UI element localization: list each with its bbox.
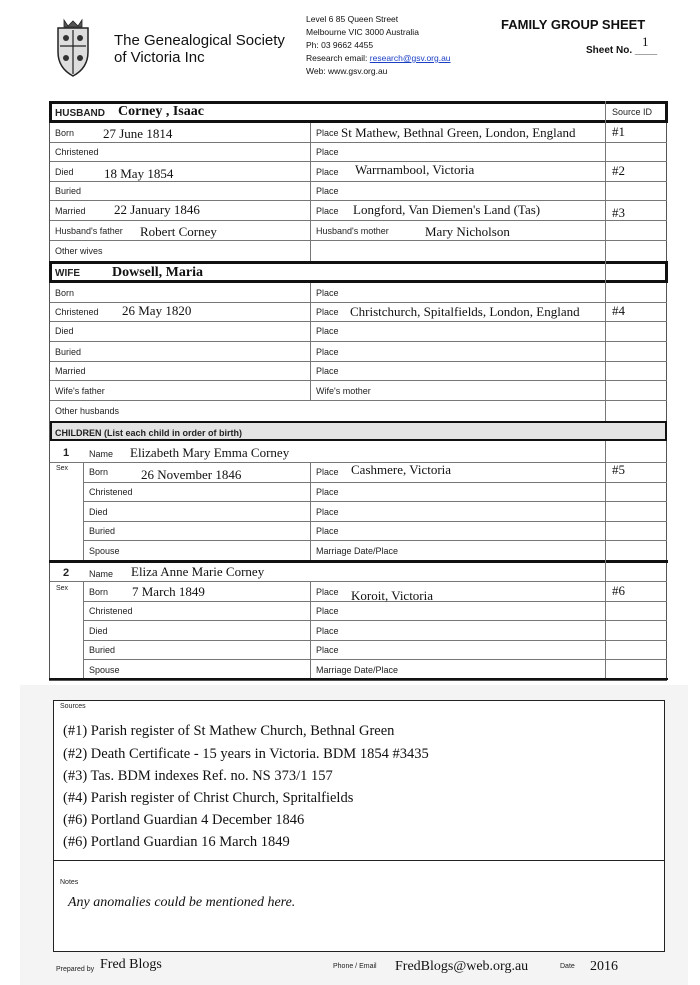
wife-name[interactable]: Dowsell, Maria <box>112 265 203 280</box>
child-1-died-place-label: Place <box>316 507 339 517</box>
husband-name[interactable]: Corney , Isaac <box>118 104 204 119</box>
husband-married-place-label: Place <box>316 206 339 216</box>
row-line <box>50 321 667 322</box>
child-2-marriage-label: Marriage Date/Place <box>316 665 399 675</box>
col-line <box>605 560 606 678</box>
row-line <box>83 501 667 502</box>
contact-email[interactable]: FredBlogs@web.org.au <box>395 959 529 974</box>
col-line <box>310 283 311 400</box>
husband-father-label: Husband's father <box>55 226 123 236</box>
phone-email-label: Phone / Email <box>333 963 377 970</box>
husband-mother-label: Husband's mother <box>316 226 389 236</box>
child-1-marriage-label: Marriage Date/Place <box>316 546 399 556</box>
wife-christened-source[interactable]: #4 <box>612 303 625 318</box>
wife-buried-place-label: Place <box>316 347 339 357</box>
child-2-name-label: Name <box>89 569 114 579</box>
notes-label: Notes <box>60 879 79 886</box>
source-id-header: Source ID <box>612 107 653 117</box>
sheet-number-value: 1 <box>642 34 649 49</box>
col-line <box>605 261 606 421</box>
col-line <box>83 462 84 560</box>
child-2-born-place-label: Place <box>316 587 339 597</box>
child-1-name-label: Name <box>89 449 114 459</box>
child-1-name[interactable]: Elizabeth Mary Emma Corney <box>130 445 290 460</box>
child-2-died-place-label: Place <box>316 626 339 636</box>
wife-married-place-label: Place <box>316 366 339 376</box>
prepared-date[interactable]: 2016 <box>590 959 618 974</box>
society-crest-logo <box>54 18 92 80</box>
prepared-by-name[interactable]: Fred Blogs <box>100 957 162 972</box>
source-line-3[interactable]: (#3) Tas. BDM indexes Ref. no. NS 373/1 157 <box>63 768 333 784</box>
row-line <box>83 540 667 541</box>
col-line <box>605 441 606 560</box>
husband-married-place[interactable]: Longford, Van Diemen's Land (Tas) <box>353 202 541 217</box>
child-1-born-place[interactable]: Cashmere, Victoria <box>351 462 452 477</box>
web-line: Web: www.gsv.org.au <box>306 66 388 76</box>
col-line <box>310 462 311 560</box>
phone-line: Ph: 03 9662 4455 <box>306 40 374 50</box>
row-line <box>83 640 667 641</box>
wife-died-label: Died <box>55 326 74 336</box>
husband-buried-place-label: Place <box>316 186 339 196</box>
husband-died-source[interactable]: #2 <box>612 163 625 178</box>
husband-married-label: Married <box>55 206 86 216</box>
child-1-sex-label: Sex <box>56 465 69 472</box>
row-line <box>50 142 667 143</box>
other-wives-label: Other wives <box>55 246 103 256</box>
wife-father-label: Wife's father <box>55 386 105 396</box>
row-line <box>50 361 667 362</box>
child-2-name[interactable]: Eliza Anne Marie Corney <box>131 564 265 579</box>
wife-married-label: Married <box>55 366 86 376</box>
child-2-buried-place-label: Place <box>316 645 339 655</box>
wife-section-label: WIFE <box>55 268 80 279</box>
row-line <box>50 400 667 401</box>
other-husbands-label: Other husbands <box>55 406 120 416</box>
husband-married-date[interactable]: 22 January 1846 <box>114 202 200 217</box>
husband-married-source[interactable]: #3 <box>612 205 625 220</box>
col-line <box>605 101 606 261</box>
child-1-died-label: Died <box>89 507 108 517</box>
child-2-number: 2 <box>63 567 70 579</box>
child-2-born-date[interactable]: 7 March 1849 <box>132 584 205 599</box>
child-2-sex-label: Sex <box>56 585 69 592</box>
husband-born-source[interactable]: #1 <box>612 124 625 139</box>
husband-died-date[interactable]: 18 May 1854 <box>104 166 174 181</box>
wife-christened-label: Christened <box>55 307 99 317</box>
child-1-buried-label: Buried <box>89 526 116 536</box>
row-line <box>50 581 667 582</box>
row-line <box>50 380 667 381</box>
row-line <box>83 620 667 621</box>
child-2-spouse-label: Spouse <box>89 665 120 675</box>
child-2-buried-label: Buried <box>89 645 116 655</box>
row-line <box>50 240 667 241</box>
child-1-christened-place-label: Place <box>316 487 339 497</box>
sheet-title: FAMILY GROUP SHEET <box>501 17 646 32</box>
husband-died-place[interactable]: Warrnambool, Victoria <box>355 162 475 177</box>
husband-mother-name[interactable]: Mary Nicholson <box>425 224 510 239</box>
child-2-born-label: Born <box>89 587 109 597</box>
sources-notes-divider <box>53 860 665 861</box>
husband-born-date[interactable]: 27 June 1814 <box>103 126 173 141</box>
husband-born-place-label: Place <box>316 128 339 138</box>
wife-christened-place[interactable]: Christchurch, Spitalfields, London, England <box>350 304 580 319</box>
row-line <box>50 341 667 342</box>
child-2-source[interactable]: #6 <box>612 583 625 598</box>
sheet-number-label: Sheet No. ____ <box>586 45 658 56</box>
child-1-buried-place-label: Place <box>316 526 339 536</box>
child-2-born-place[interactable]: Koroit, Victoria <box>351 588 434 603</box>
notes-text[interactable]: Any anomalies could be mentioned here. <box>68 895 296 910</box>
child-1-source[interactable]: #5 <box>612 462 625 477</box>
col-line <box>310 123 311 261</box>
source-line-6[interactable]: (#6) Portland Guardian 16 March 1849 <box>63 834 290 850</box>
wife-born-label: Born <box>55 288 75 298</box>
row-line <box>50 200 667 201</box>
husband-born-place[interactable]: St Mathew, Bethnal Green, London, England <box>341 125 576 140</box>
wife-christened-place-label: Place <box>316 307 339 317</box>
children-header: CHILDREN (List each child in order of birth) <box>55 428 243 438</box>
row-line <box>50 220 667 221</box>
child-1-number: 1 <box>63 447 70 459</box>
wife-born-place-label: Place <box>316 288 339 298</box>
org-line-2: of Victoria Inc <box>114 49 205 66</box>
husband-buried-label: Buried <box>55 186 82 196</box>
child-1-born-label: Born <box>89 467 109 477</box>
husband-father-name[interactable]: Robert Corney <box>140 224 217 239</box>
husband-section-label: HUSBAND <box>55 108 105 119</box>
husband-died-place-label: Place <box>316 167 339 177</box>
society-address <box>306 13 451 78</box>
husband-died-label: Died <box>55 167 74 177</box>
col-line <box>83 581 84 678</box>
child-2-christened-label: Christened <box>89 606 133 616</box>
date-label: Date <box>560 963 575 970</box>
child-1-born-place-label: Place <box>316 467 339 477</box>
org-line-1: The Genealogical Society <box>114 32 285 49</box>
row-line <box>83 521 667 522</box>
address-line-2: Melbourne VIC 3000 Australia <box>306 27 419 37</box>
source-line-4[interactable]: (#4) Parish register of Christ Church, Spritalfields <box>63 790 354 806</box>
wife-died-place-label: Place <box>316 326 339 336</box>
row-line <box>83 659 667 660</box>
sources-label: Sources <box>60 703 86 710</box>
child-1-born-date[interactable]: 26 November 1846 <box>141 467 242 482</box>
email-label: Research email: <box>306 53 370 63</box>
form-bottom-rule <box>49 678 668 680</box>
source-line-5[interactable]: (#6) Portland Guardian 4 December 1846 <box>63 812 305 828</box>
prepared-by-label: Prepared by <box>56 966 95 973</box>
husband-christened-label: Christened <box>55 147 99 157</box>
child-separator <box>49 560 668 563</box>
wife-christened-date[interactable]: 26 May 1820 <box>122 303 192 318</box>
address-line-1: Level 6 85 Queen Street <box>306 14 399 24</box>
wife-buried-label: Buried <box>55 347 82 357</box>
wife-mother-label: Wife's mother <box>316 386 371 396</box>
child-2-christened-place-label: Place <box>316 606 339 616</box>
col-line <box>310 581 311 678</box>
research-email-link[interactable]: research@gsv.org.au <box>369 53 451 63</box>
child-1-spouse-label: Spouse <box>89 546 120 556</box>
husband-christened-place-label: Place <box>316 147 339 157</box>
child-1-christened-label: Christened <box>89 487 133 497</box>
source-line-2[interactable]: (#2) Death Certificate - 15 years in Victoria. BDM 1854 #3435 <box>63 746 429 762</box>
husband-born-label: Born <box>55 128 75 138</box>
organisation-name <box>114 32 285 66</box>
source-line-1[interactable]: (#1) Parish register of St Mathew Church, Bethnal Green <box>63 723 395 739</box>
child-2-died-label: Died <box>89 626 108 636</box>
